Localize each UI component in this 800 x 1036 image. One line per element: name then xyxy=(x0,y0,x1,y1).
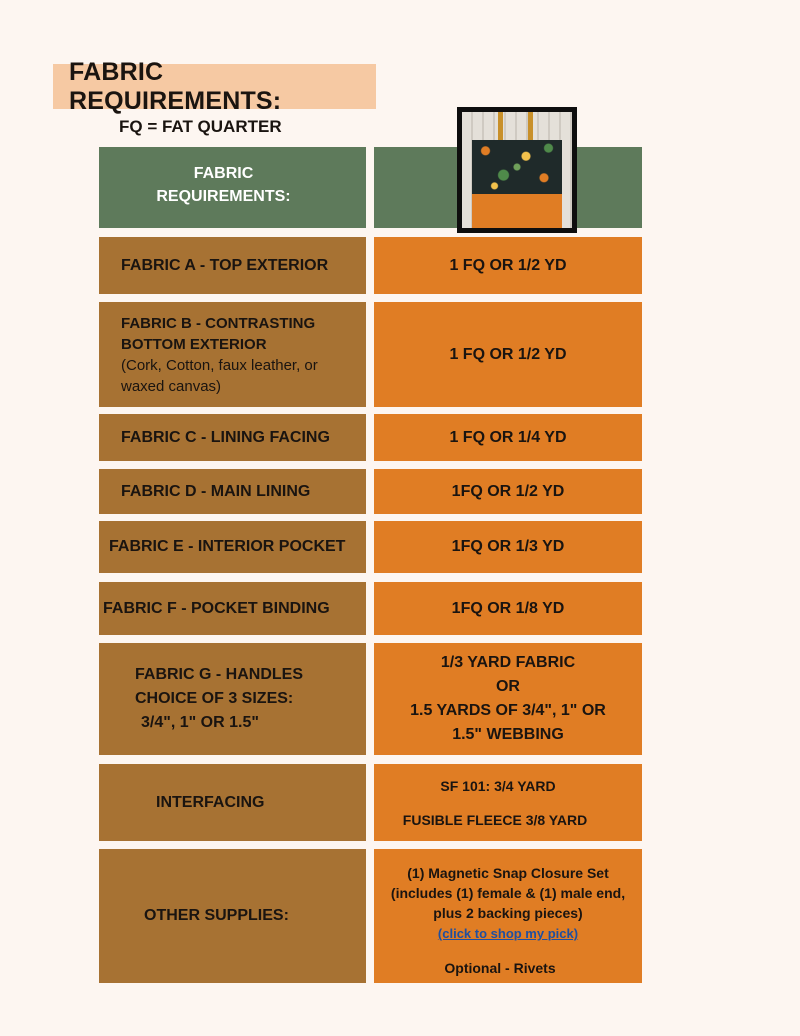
row-label-text: INTERFACING xyxy=(156,793,265,811)
row-value xyxy=(374,237,642,294)
header-label-line1: FABRIC xyxy=(193,165,254,182)
row-value-line3: 1.5 YARDS OF 3/4", 1" OR xyxy=(410,702,606,719)
row-value-text: 1 FQ OR 1/2 YD xyxy=(449,256,567,274)
row-label xyxy=(99,849,366,983)
row-value xyxy=(374,302,642,407)
row-value-line1: 1/3 YARD FABRIC xyxy=(440,654,576,671)
row-value-line4: 1.5" WEBBING xyxy=(452,726,564,743)
row-label xyxy=(99,764,366,841)
row-value xyxy=(374,643,642,755)
row-label-text: FABRIC D - MAIN LINING xyxy=(121,482,311,500)
row-value xyxy=(374,469,642,514)
header-label-line2: REQUIREMENTS: xyxy=(156,188,291,205)
row-value xyxy=(374,414,642,461)
table-header-label xyxy=(151,162,296,208)
row-label-line2: CHOICE OF 3 SIZES: xyxy=(135,690,294,707)
row-value-line1: SF 101: 3/4 YARD xyxy=(440,777,556,794)
row-note-line2: waxed canvas) xyxy=(121,377,222,395)
bag-cork-bottom xyxy=(472,194,562,228)
row-value-line1: (1) Magnetic Snap Closure Set xyxy=(407,865,609,881)
row-value-text: 1 FQ OR 1/4 YD xyxy=(449,428,567,446)
row-label xyxy=(99,469,366,514)
row-value xyxy=(374,849,642,983)
row-value-text: 1FQ OR 1/8 YD xyxy=(451,599,565,617)
row-label xyxy=(99,643,366,755)
row-value-line2: OR xyxy=(495,678,520,695)
row-label-text: OTHER SUPPLIES: xyxy=(144,907,289,924)
tote-bag-photo xyxy=(457,107,577,233)
row-value-line3: plus 2 backing pieces) xyxy=(433,905,583,921)
row-label xyxy=(99,414,366,461)
row-label xyxy=(99,237,366,294)
row-label xyxy=(99,302,366,407)
row-value-line2: (includes (1) female & (1) male end, xyxy=(390,885,626,901)
row-value-text: 1 FQ OR 1/2 YD xyxy=(449,345,567,363)
row-label xyxy=(99,521,366,573)
row-value-text: 1FQ OR 1/3 YD xyxy=(451,538,565,555)
bag-print-fabric xyxy=(472,140,562,194)
row-label-text: FABRIC A - TOP EXTERIOR xyxy=(121,256,329,274)
bag-body xyxy=(472,140,562,222)
row-note-line1: (Cork, Cotton, faux leather, or xyxy=(121,356,318,374)
row-label-line1: FABRIC G - HANDLES xyxy=(135,666,303,683)
shop-pick-link[interactable]: (click to shop my pick) xyxy=(437,926,579,941)
page-subtitle: FQ = FAT QUARTER xyxy=(119,117,282,136)
page-title: FABRIC REQUIREMENTS: xyxy=(53,64,376,109)
row-value xyxy=(374,764,642,841)
row-label-text: FABRIC F - POCKET BINDING xyxy=(103,599,330,617)
row-label-line3: 3/4", 1" OR 1.5" xyxy=(141,714,259,731)
row-label-line2: BOTTOM EXTERIOR xyxy=(121,335,267,353)
row-value-text: 1FQ OR 1/2 YD xyxy=(451,482,565,500)
row-label-text: FABRIC E - INTERIOR POCKET xyxy=(109,538,346,555)
row-label-line1: FABRIC B - CONTRASTING xyxy=(121,314,316,332)
row-label-text: FABRIC C - LINING FACING xyxy=(121,428,330,446)
row-value-line5: Optional - Rivets xyxy=(444,960,556,976)
tote-bag-image xyxy=(462,112,572,228)
row-value-line2: FUSIBLE FLEECE 3/8 YARD xyxy=(402,811,588,828)
row-value xyxy=(374,521,642,573)
row-label xyxy=(99,582,366,635)
row-value xyxy=(374,582,642,635)
